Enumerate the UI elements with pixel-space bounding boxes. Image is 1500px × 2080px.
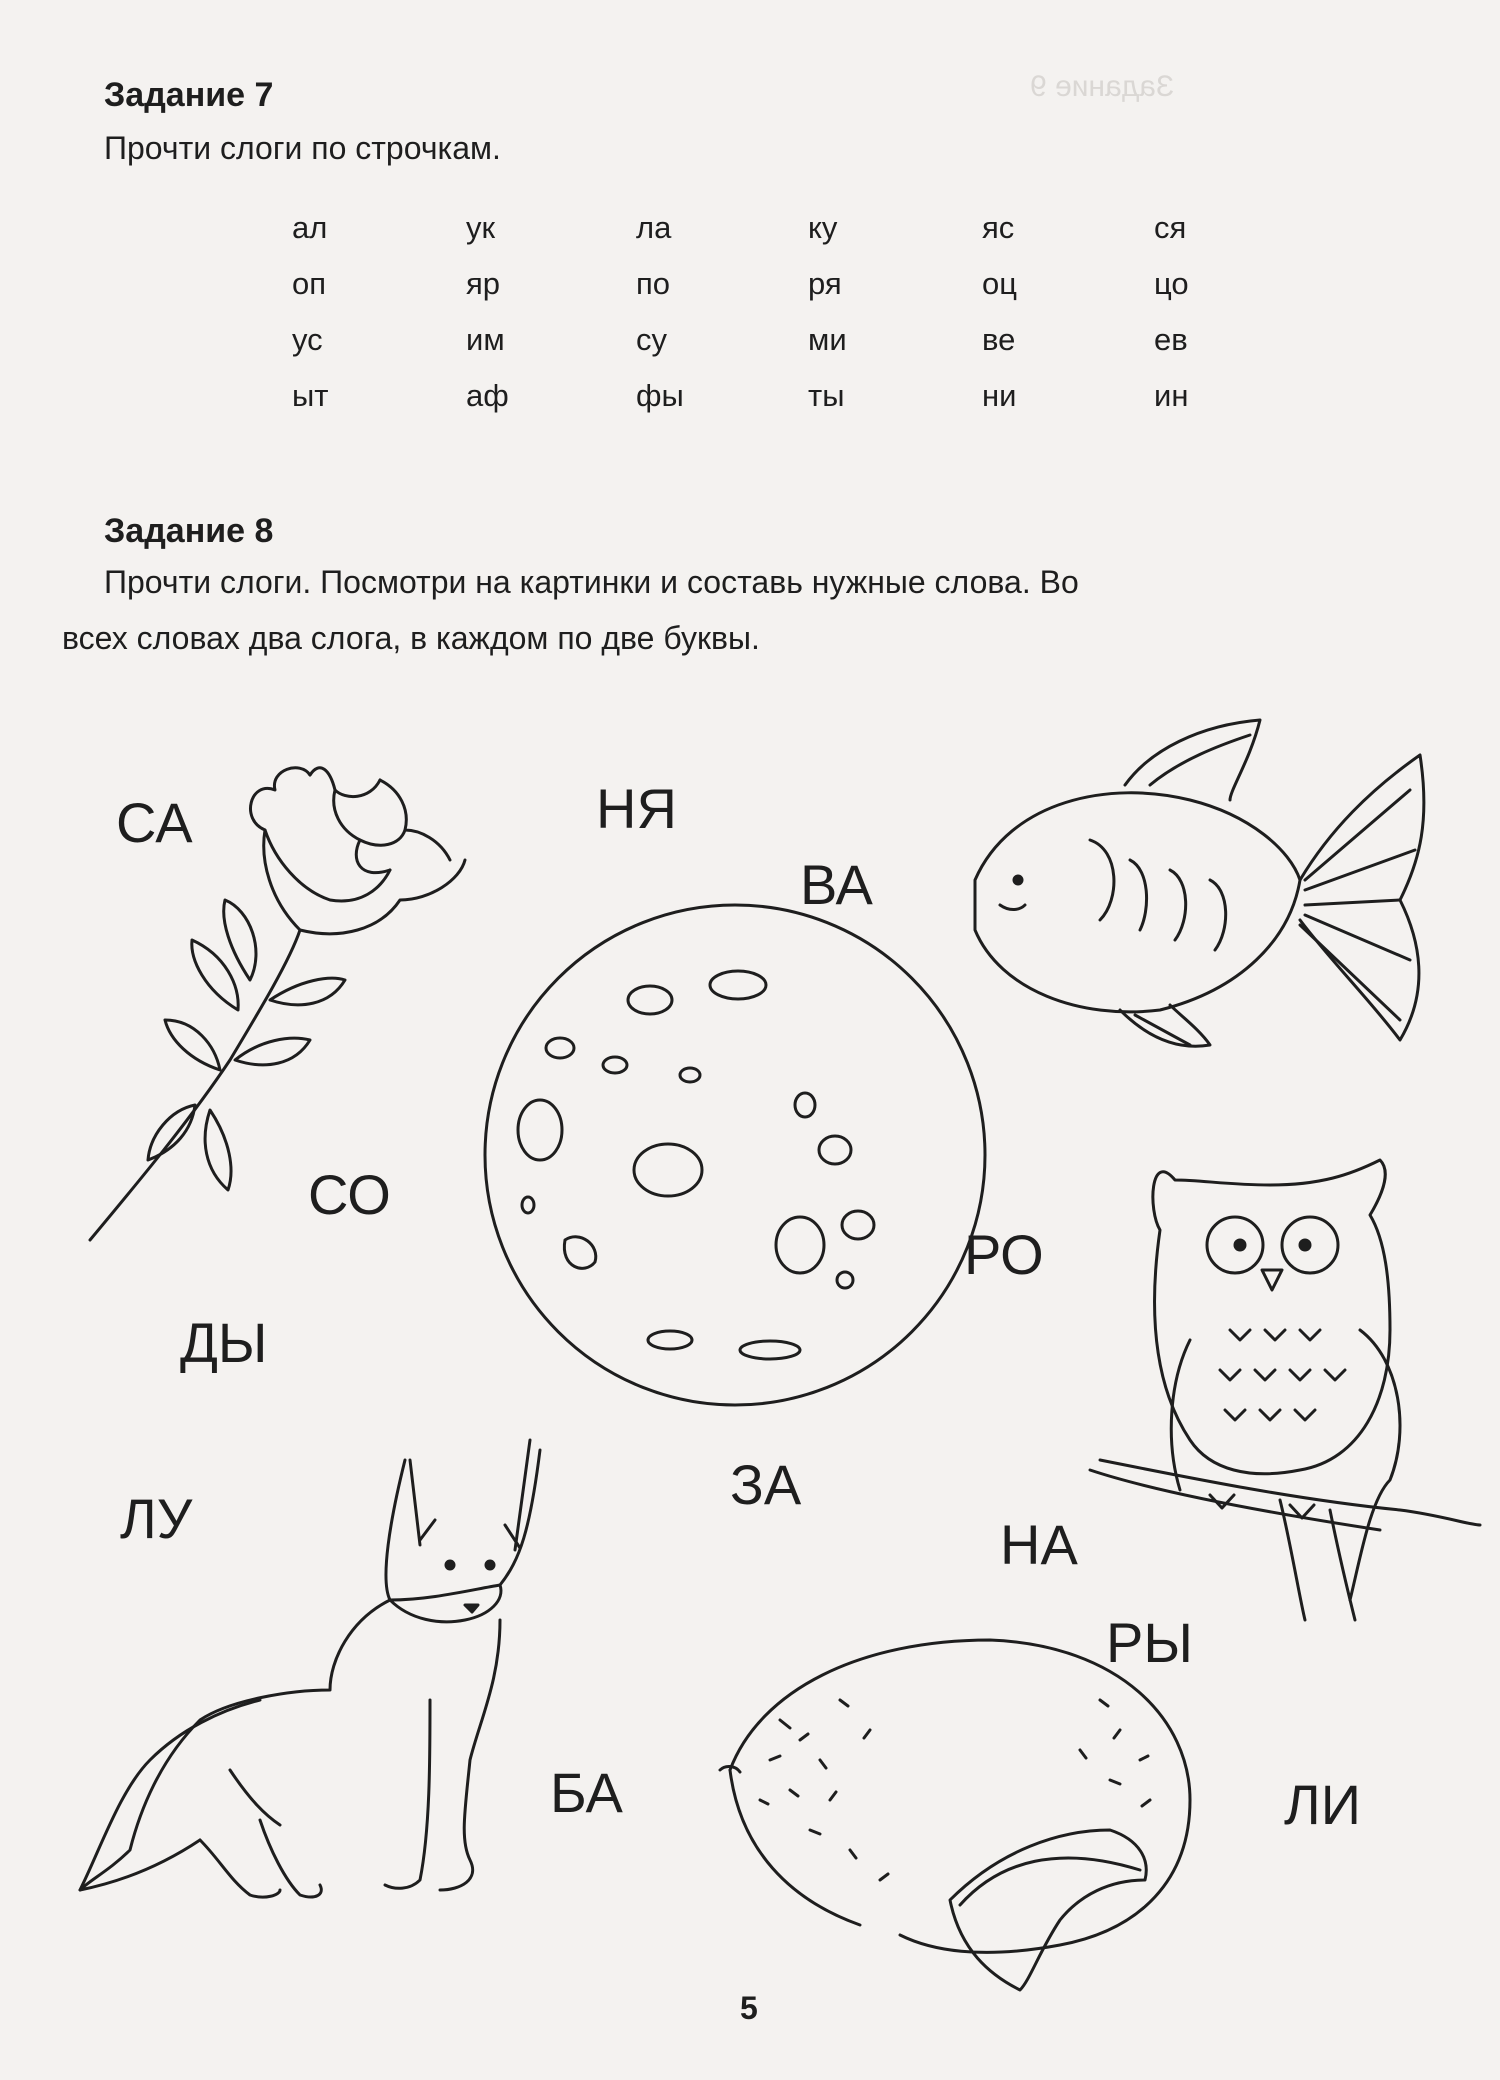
syllable: ал — [292, 210, 328, 245]
syllable: ук — [466, 210, 496, 245]
syllable: су — [636, 322, 667, 357]
syllable: им — [466, 322, 505, 357]
bleed-through-text: Задание 9 — [1030, 70, 1175, 103]
task8-instruction-line2: всех словах два слога, в каждом по две буквы. — [62, 620, 760, 656]
syllable: ла — [636, 210, 672, 245]
syllable: цо — [1154, 266, 1189, 301]
syllable: оп — [292, 266, 327, 301]
moon-icon — [485, 905, 985, 1405]
syllable: ин — [1154, 378, 1189, 413]
syllable: ыт — [292, 378, 329, 413]
syllable: ты — [808, 378, 845, 413]
syllable-word: РЫ — [1106, 1611, 1193, 1674]
syllable: ми — [808, 322, 847, 357]
task7-instruction: Прочти слоги по строчкам. — [104, 130, 501, 166]
syllable-word: БА — [550, 1761, 623, 1824]
syllable: ус — [292, 322, 323, 357]
syllable-word: ЛУ — [120, 1487, 193, 1550]
syllable: ку — [808, 210, 838, 245]
syllable-word: СО — [308, 1163, 391, 1226]
syllable: по — [636, 266, 671, 301]
task8-instruction-line1: Прочти слоги. Посмотри на картинки и составь нужные слова. Во — [104, 564, 1079, 600]
syllable: яр — [466, 266, 501, 301]
syllable-word: ДЫ — [180, 1311, 268, 1374]
syllable: ве — [982, 322, 1016, 357]
syllable: яс — [982, 210, 1015, 245]
fish-icon — [975, 720, 1424, 1046]
task7-title: Задание 7 — [104, 76, 274, 114]
syllable-word: ЗА — [730, 1453, 802, 1516]
syllable: ни — [982, 378, 1017, 413]
syllable: аф — [466, 378, 509, 413]
page-number: 5 — [740, 1990, 758, 2026]
syllable: оц — [982, 266, 1017, 301]
syllable-word: НА — [1000, 1513, 1078, 1576]
syllable-word: РО — [964, 1223, 1044, 1286]
task8-title: Задание 8 — [104, 512, 274, 550]
syllable-word: НЯ — [596, 777, 677, 840]
syllable: фы — [636, 378, 684, 413]
syllable-word: ЛИ — [1284, 1773, 1361, 1836]
owl-icon — [1090, 1160, 1480, 1620]
melon-icon — [720, 1640, 1190, 1990]
syllable: ся — [1154, 210, 1187, 245]
syllable: ря — [808, 266, 842, 301]
syllable-word: СА — [116, 791, 193, 854]
syllable-word: ВА — [800, 853, 873, 916]
syllable: ев — [1154, 322, 1188, 357]
